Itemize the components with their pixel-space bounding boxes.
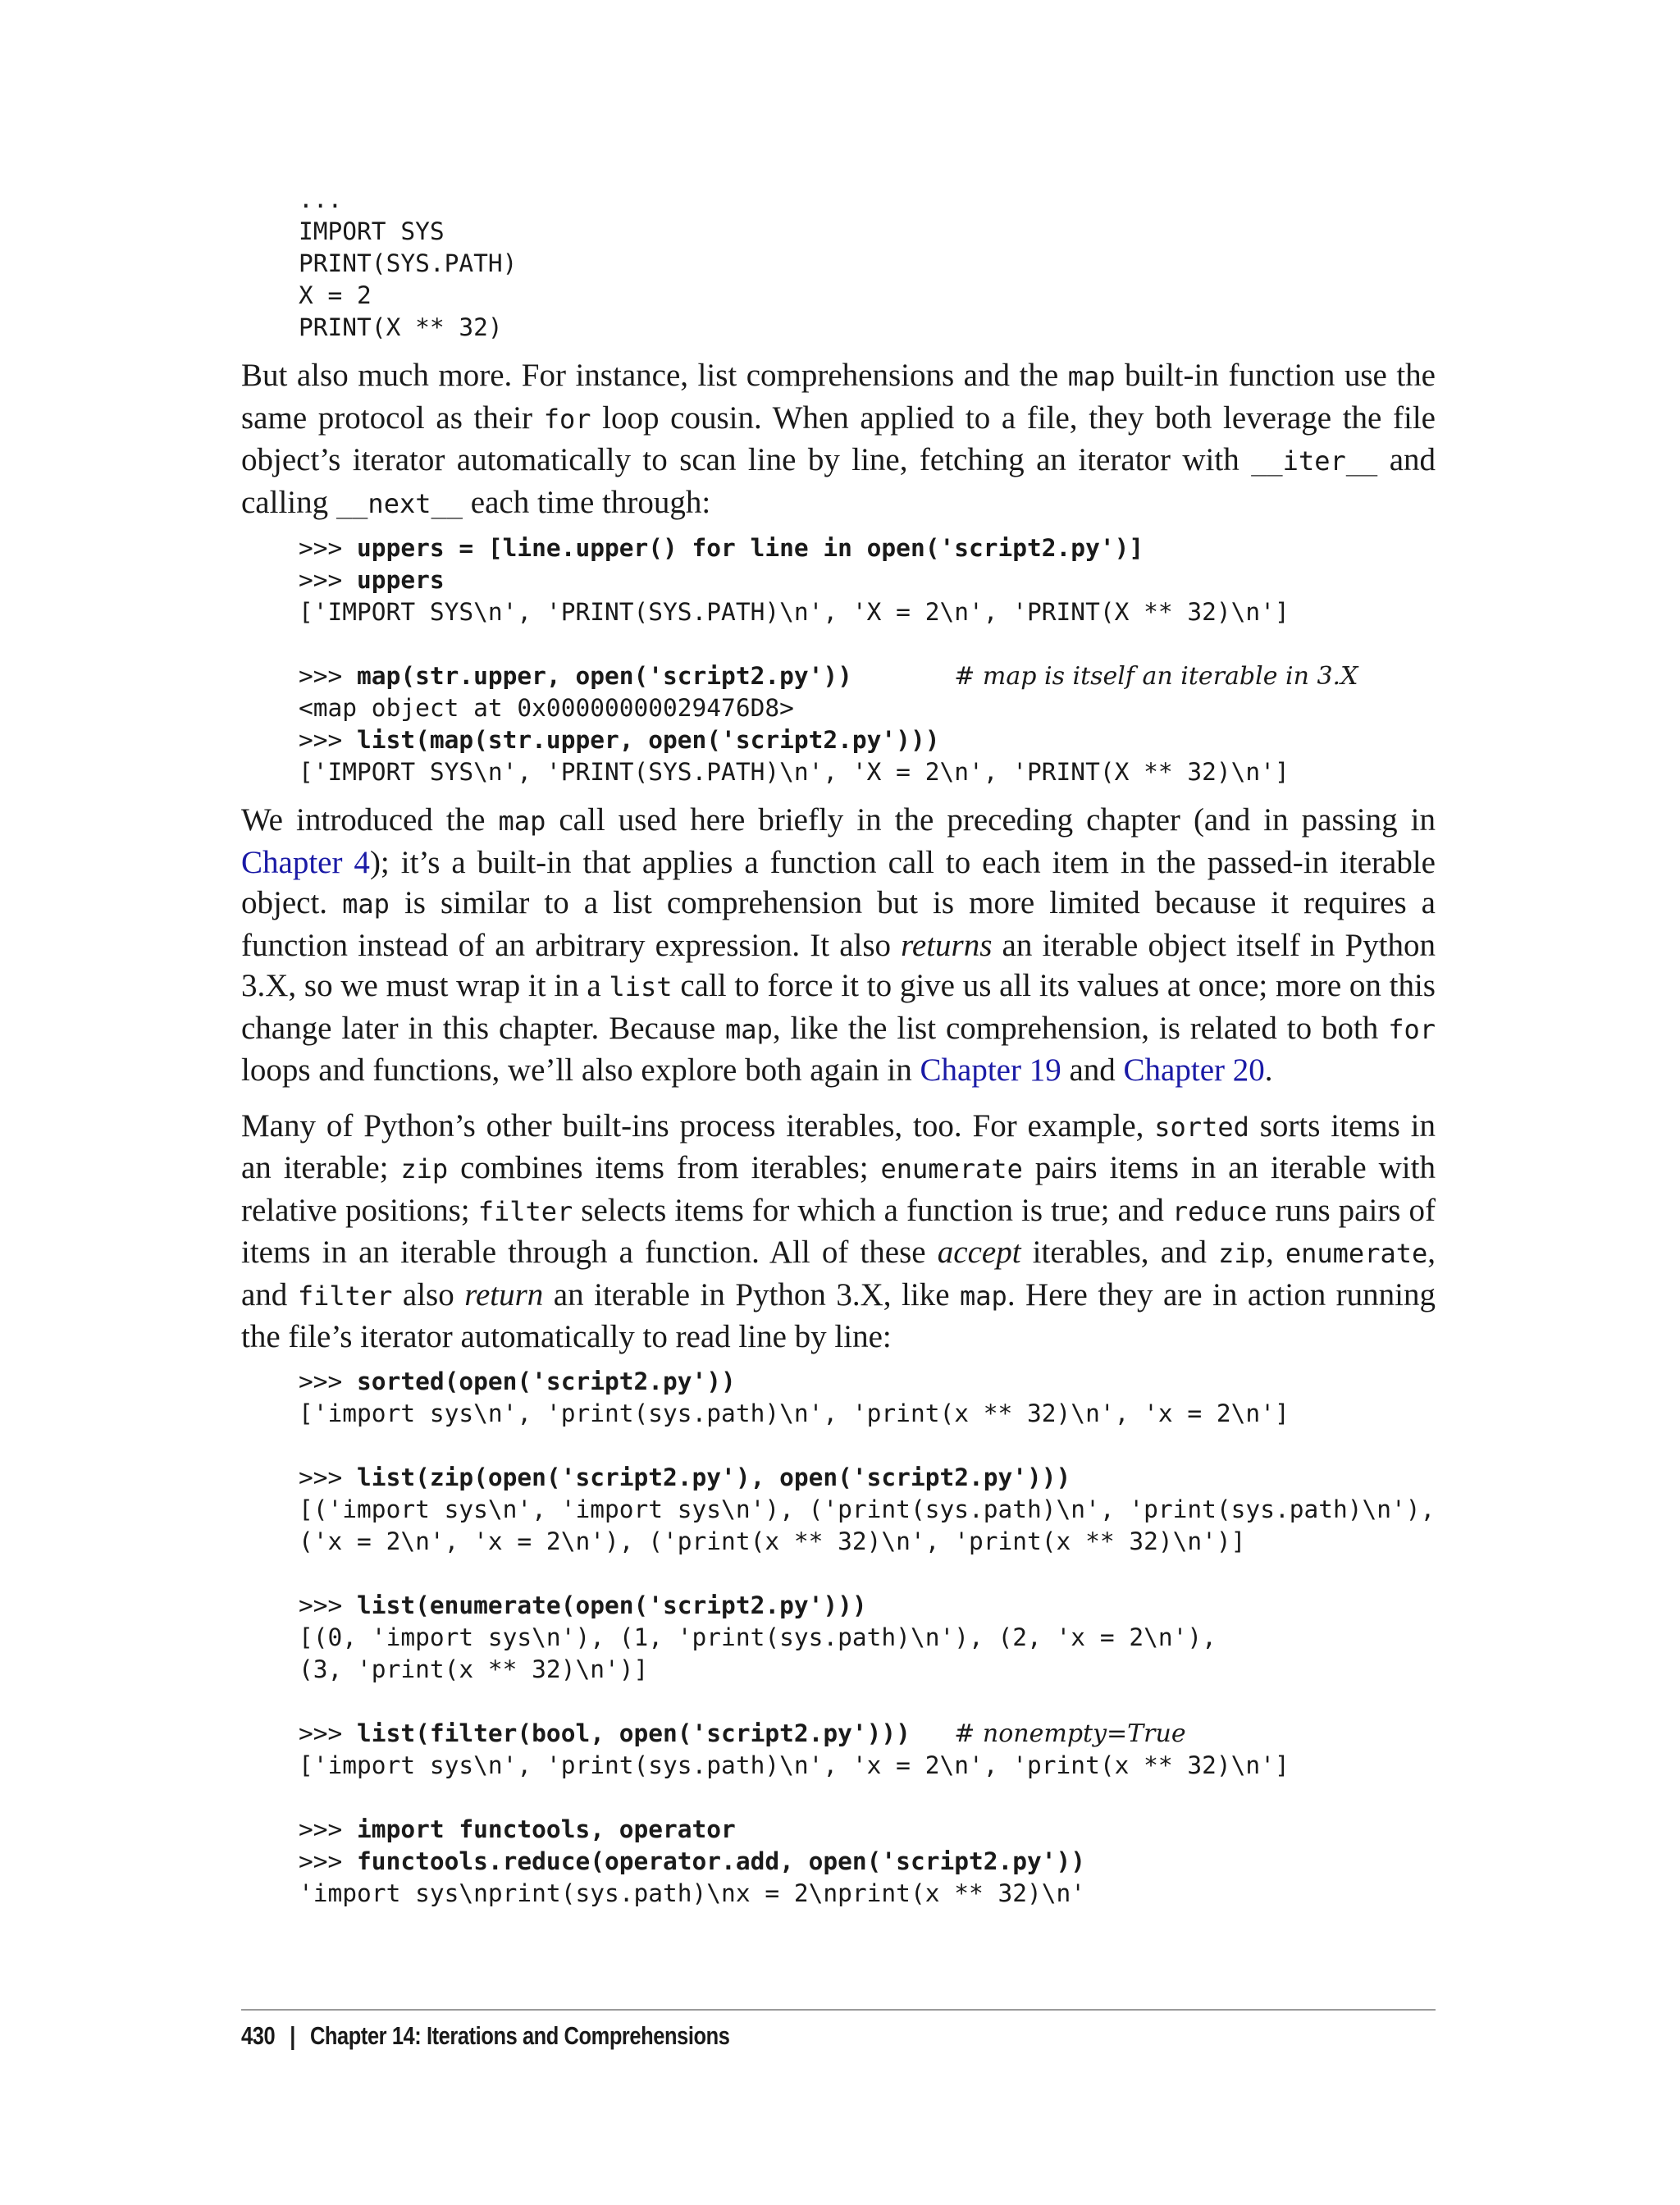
code-output: ['import sys\n', 'print(sys.path)\n', 'x = 2\n', 'print(x ** 32)\n'] [299, 1751, 1290, 1779]
inline-code: map [725, 1013, 773, 1045]
link-chapter-4[interactable]: Chapter 4 [241, 844, 370, 880]
code-line: PRINT(SYS.PATH) [299, 249, 518, 277]
inline-code: map [1067, 361, 1116, 392]
inline-code: __next__ [336, 487, 463, 519]
code-line: PRINT(X ** 32) [299, 313, 503, 341]
inline-code: filter [297, 1280, 393, 1312]
paragraph-map-intro: But also much more. For instance, list comprehensions and the map built-in function use the same protocol as their for loop cousin. When applied to a file, they both leverage the file object’s iterator automatically to scan line by line, fetching an iterator with __iter__ and calling __next__ each time through: [241, 358, 1436, 520]
emphasis: accept [937, 1235, 1021, 1270]
inline-code: list [609, 971, 673, 1002]
code-line: X = 2 [299, 281, 372, 309]
code-command: uppers [357, 566, 445, 594]
code-output: ['import sys\n', 'print(sys.path)\n', 'print(x ** 32)\n', 'x = 2\n'] [299, 1399, 1290, 1427]
code-line: IMPORT SYS [299, 217, 445, 245]
emphasis: returns [901, 927, 993, 963]
inline-code: __iter__ [1251, 445, 1378, 477]
code-output: <map object at 0x00000000029476D8> [299, 694, 794, 722]
paragraph-map-explanation: We introduced the map call used here briefly in the preceding chapter (and in passing in Chapter 4); it’s a built-in that applies a function call to each item in the passed-in iterable object. map is similar to a list comprehension but is more limited because it requires a function instead of an arbitrary expression. It also returns an iterable object itself in Python 3.X, so we must wrap it in a list call to force it to give us all its values at once; more on this change later in this chapter. Because map, like the list comprehension, is related to both for loops and functions, we’ll also explore both again in Chapter 19 and Chapter 20. [241, 802, 1436, 1088]
page-footer [241, 2021, 729, 2051]
inline-code: map [498, 806, 546, 837]
inline-code: enumerate [1285, 1238, 1428, 1269]
running-chapter-title: Chapter 14: Iterations and Comprehensions [309, 2021, 730, 2050]
footer-rule [241, 2009, 1436, 2011]
code-output: [('import sys\n', 'import sys\n'), ('print(sys.path)\n', 'print(sys.path)\n'), [299, 1495, 1436, 1523]
code-output: ('x = 2\n', 'x = 2\n'), ('print(x ** 32)\n', 'print(x ** 32)\n')] [299, 1527, 1246, 1555]
code-output: 'import sys\nprint(sys.path)\nx = 2\nprint(x ** 32)\n' [299, 1879, 1086, 1907]
footer-separator: | [290, 2021, 295, 2050]
inline-code: for [1388, 1013, 1436, 1045]
code-command: import functools, operator [357, 1815, 736, 1843]
inline-code: enumerate [880, 1153, 1023, 1185]
inline-code: map [342, 888, 390, 920]
code-command: map(str.upper, open('script2.py')) [357, 662, 852, 690]
inline-code: filter [477, 1195, 573, 1227]
inline-code: zip [1218, 1238, 1266, 1269]
paragraph-other-builtins: Many of Python’s other built-ins process iterables, too. For example, sorted sorts items in an iterable; zip combines items from iterables; enumerate pairs items in an iterable with relative positions; filter selects items for which a function is true; and reduce runs pairs of items in an iterable through a function. All of these accept iterables, and zip, enumerate, and filter also return an iterable in Python 3.X, like map. Here they are in action running the file’s iterator automatically to read line by line: [241, 1107, 1436, 1354]
emphasis: return [464, 1276, 544, 1312]
page-content [241, 184, 1436, 1910]
code-line: ... [299, 185, 343, 213]
inline-code: map [960, 1280, 1007, 1312]
code-comment: # map is itself an iterable in 3.X [954, 662, 1358, 691]
code-output: ['IMPORT SYS\n', 'PRINT(SYS.PATH)\n', 'X = 2\n', 'PRINT(X ** 32)\n'] [299, 598, 1290, 626]
code-block-map-examples: >>> uppers = [line.upper() for line in open('script2.py')] >>> uppers ['IMPORT SYS\n', 'PRINT(SYS.PATH)\n', 'X = 2\n', 'PRINT(X ** 32)\n'] >>> map(str.upper, open('script2.py')) # map is itself an iterable in 3.X <map object at 0x00000000029476D8> >>> list(map(str.upper, open('script2.py'))) ['IMPORT SYS\n', 'PRINT(SYS.PATH)\n', 'X = 2\n', 'PRINT(X ** 32)\n'] [299, 534, 1358, 786]
code-comment: # nonempty=True [954, 1719, 1186, 1748]
link-chapter-19[interactable]: Chapter 19 [920, 1052, 1061, 1088]
code-output: [(0, 'import sys\n'), (1, 'print(sys.path)\n'), (2, 'x = 2\n'), [299, 1623, 1217, 1651]
inline-code: reduce [1171, 1195, 1267, 1227]
inline-code: sorted [1154, 1111, 1249, 1143]
code-block-builtin-examples: >>> sorted(open('script2.py')) ['import sys\n', 'print(sys.path)\n', 'print(x ** 32)\n', 'x = 2\n'] >>> list(zip(open('script2.py'), open('script2.py'))) [('import sys\n', 'import sys\n'), ('print(sys.path)\n', 'print(sys.path)\n'), ('x = 2\n', 'x = 2\n'), ('print(x ** 32)\n', 'print(x ** 32)\n')] >>> list(enumerate(open('script2.py'))) [(0, 'import sys\n'), (1, 'print(sys.path)\n'), (2, 'x = 2\n'), (3, 'print(x ** 32)\n')] >>> list(filter(bool, open('script2.py'))) # nonempty=True ['import sys\n', 'print(sys.path)\n', 'x = 2\n', 'print(x ** 32)\n'] >>> import functools, operator >>> functools.reduce(operator.add, open('script2.py')) 'import sys\nprint(sys.path)\nx = 2\nprint(x ** 32)\n' [299, 1367, 1436, 1907]
link-chapter-20[interactable]: Chapter 20 [1123, 1052, 1265, 1088]
code-command: functools.reduce(operator.add, open('script2.py')) [357, 1847, 1086, 1875]
code-command: sorted(open('script2.py')) [357, 1367, 736, 1395]
code-command: list(zip(open('script2.py'), open('script2.py'))) [357, 1463, 1071, 1491]
code-command: list(filter(bool, open('script2.py'))) [357, 1719, 911, 1747]
code-output: (3, 'print(x ** 32)\n')] [299, 1655, 649, 1683]
code-block-script2-uppercase [241, 184, 1436, 344]
code-command: list(enumerate(open('script2.py'))) [357, 1591, 867, 1619]
inline-code: zip [400, 1153, 449, 1185]
page-number: 430 [241, 2021, 276, 2050]
inline-code: for [543, 403, 591, 435]
code-output: ['IMPORT SYS\n', 'PRINT(SYS.PATH)\n', 'X = 2\n', 'PRINT(X ** 32)\n'] [299, 758, 1290, 786]
code-command: uppers = [line.upper() for line in open('script2.py')] [357, 534, 1144, 562]
code-command: list(map(str.upper, open('script2.py'))) [357, 726, 940, 754]
